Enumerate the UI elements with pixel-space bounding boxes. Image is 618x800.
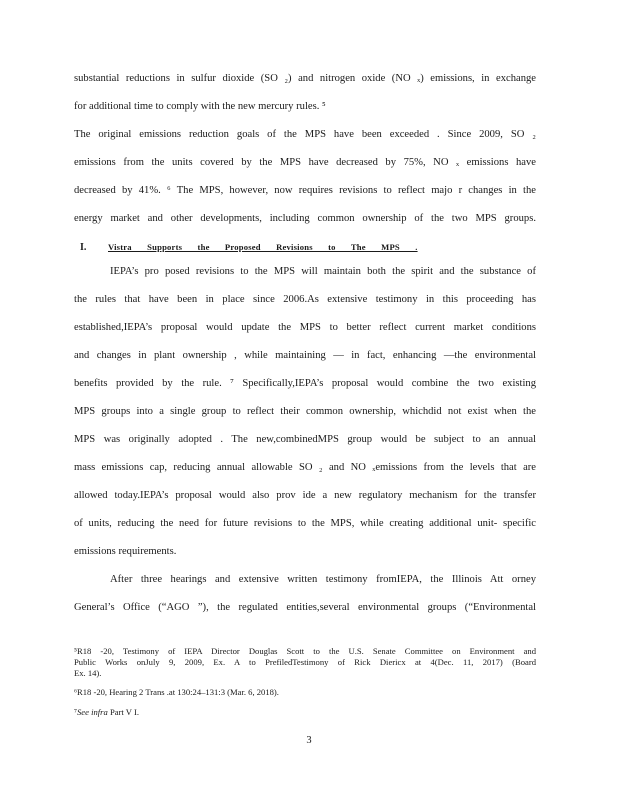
footnote-5-line: ⁵R18 -20, Testimony of IEPA Director Douglas Scott to the U.S. Senate Committee on Environment and: [74, 646, 536, 656]
body-line: mass emissions cap, reducing annual allowable SO ₂ and NO ₓemissions from the levels that are: [74, 462, 536, 473]
body-line: MPS was originally adopted . The new,combinedMPS group would be subject to an annual: [74, 434, 536, 445]
footnote-7-signal: See infra: [77, 707, 108, 717]
page-number: 3: [306, 735, 312, 746]
body-line: established,IEPA’s proposal would update the MPS to better reflect current market conditions: [74, 322, 536, 333]
body-line: emissions from the units covered by the MPS have decreased by 75%, NO ₓ emissions have: [74, 157, 536, 168]
footnote-5-line: Ex. 14).: [74, 668, 102, 678]
body-line: and changes in plant ownership , while maintaining — in fact, enhancing —the environmental: [74, 350, 536, 361]
body-line: General’s Office (“AGO ”), the regulated entities,several environmental groups (“Environmental: [74, 602, 536, 613]
section-title: Vistra Supports the Proposed Revisions to The MPS .: [108, 242, 418, 252]
body-line: The original emissions reduction goals of the MPS have been exceeded . Since 2009, SO ₂: [74, 129, 536, 140]
body-line: benefits provided by the rule. ⁷ Specifically,IEPA’s proposal would combine the two existing: [74, 378, 536, 389]
footnote-7-text: Part V I.: [107, 707, 139, 717]
section-number: I.: [80, 242, 87, 253]
body-line: energy market and other developments, including common ownership of the two MPS groups.: [74, 213, 536, 224]
body-line: IEPA’s pro posed revisions to the MPS will maintain both the spirit and the substance of: [110, 266, 536, 277]
body-line: allowed today.IEPA’s proposal would also prov ide a new regulatory mechanism for the transfer: [74, 490, 536, 501]
footnote-5-line: Public Works onJuly 9, 2009, Ex. A to PrefiledTestimony of Rick Diericx at 4(Dec. 11, 2017) (Board: [74, 657, 536, 667]
body-line: the rules that have been in place since 2006.As extensive testimony in this proceeding has: [74, 294, 536, 305]
body-line: MPS groups into a single group to reflect their common ownership, whichdid not exist when the: [74, 406, 536, 417]
body-line: After three hearings and extensive written testimony fromIEPA, the Illinois Att orney: [110, 574, 536, 585]
body-line: decreased by 41%. ⁶ The MPS, however, now requires revisions to reflect majo r changes in the: [74, 185, 536, 196]
body-line: emissions requirements.: [74, 546, 177, 557]
body-line: of units, reducing the need for future revisions to the MPS, while creating additional unit- specific: [74, 518, 536, 529]
body-line: for additional time to comply with the new mercury rules. ⁵: [74, 101, 326, 112]
footnote-6: ⁶R18 -20, Hearing 2 Trans .at 130:24–131:3 (Mar. 6, 2018).: [74, 687, 279, 697]
section-heading: [80, 240, 536, 255]
body-line: substantial reductions in sulfur dioxide (SO ₂) and nitrogen oxide (NO ₓ) emissions, in exchange: [74, 73, 536, 84]
footnote-7-mark: ⁷: [74, 707, 77, 717]
footnote-7: [74, 707, 536, 718]
